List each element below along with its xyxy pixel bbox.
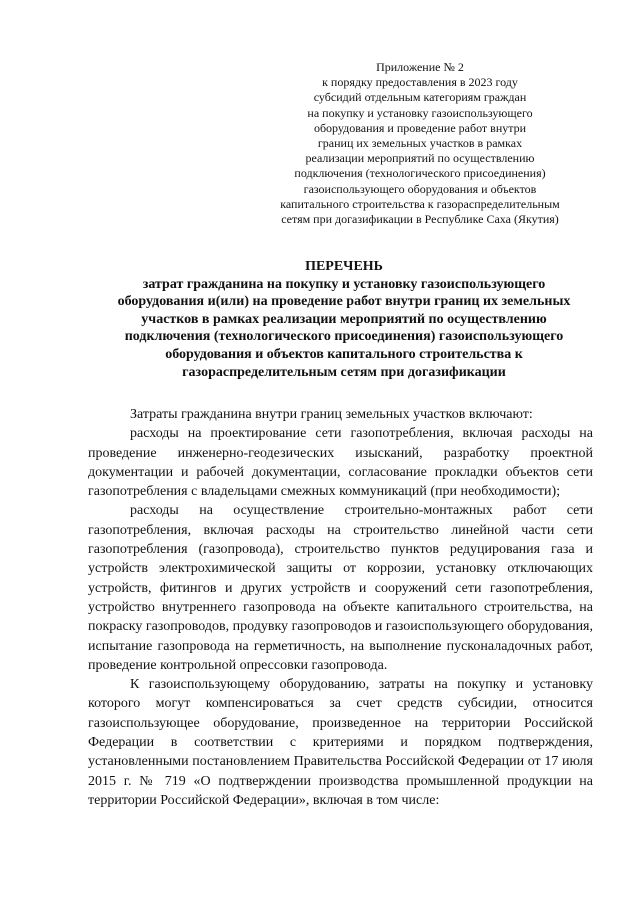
appendix-line: субсидий отдельным категориям граждан	[313, 90, 527, 105]
appendix-line: оборудования и проведение работ внутри	[313, 120, 527, 135]
title-line: подключения (технологического присоединения) газоиспользующего	[124, 329, 564, 345]
appendix-line: границ их земельных участков в рамках	[317, 136, 523, 151]
title-line: оборудования и(или) на проведение работ внутри границ их земельных	[117, 294, 571, 310]
body-paragraph: Затраты гражданина внутри границ земельных участков включают:	[130, 407, 533, 422]
appendix-line: капитального строительства к газораспределительным	[280, 196, 560, 211]
appendix-line: Приложение № 2	[376, 60, 464, 74]
title-line: оборудования и объектов капитального строительства к	[165, 346, 523, 362]
appendix-line: на покупку и установку газоиспользующего	[307, 105, 533, 120]
body-paragraph: расходы на проектирование сети газопотребления, включая расходы на проведение инженерно-геодезических изысканий, разработку проектной документации и рабочей документации, согласование прокладки объектов сети газопотребления с владельцами смежных коммуникаций (при необходимости);	[88, 426, 593, 500]
appendix-line: реализации мероприятий по осуществлению	[305, 151, 535, 166]
appendix-line: газоиспользующего оборудования и объектов	[303, 181, 537, 196]
document-title	[84, 258, 604, 381]
title-line: газораспределительным сетям при догазификации	[182, 364, 506, 380]
document-body	[88, 405, 593, 810]
appendix-note	[250, 60, 590, 227]
appendix-line: к порядку предоставления в 2023 году	[322, 75, 518, 90]
title-line: участков в рамках реализации мероприятий по осуществлению	[141, 311, 547, 327]
title-heading: ПЕРЕЧЕНЬ	[305, 259, 383, 274]
body-paragraph: К газоиспользующему оборудованию, затраты на покупку и установку которого могут компенсироваться за счет средств субсидии, относится газоиспользующее оборудование, произведенное на территории Российской Федерации в соответствии с критериями и порядком подтверждения, установленными постановлением Правительства Российской Федерации от 17 июля 2015 г. № 719 «О подтверждении производства промышленной продукции на территории Российской Федерации», включая в том числе:	[88, 677, 593, 808]
title-line: затрат гражданина на покупку и установку газоиспользующего	[142, 276, 546, 292]
appendix-line: сетям при догазификации в Республике Саха (Якутия)	[281, 212, 559, 227]
appendix-line: подключения (технологического присоединения)	[294, 166, 546, 181]
body-paragraph: расходы на осуществление строительно-монтажных работ сети газопотребления, включая расходы на строительство линейной части сети газопотребления (газопровода), строительство пунктов редуцирования газа и устройств электрохимической защиты от коррозии, установку отключающих устройств, фитингов и других устройств и сооружений сети газопотребления, устройство внутреннего газопровода на объекте капитального строительства, на покраску газопроводов, продувку газопроводов и газоиспользующего оборудования, испытание газопровода на герметичность, на выполнение пусконаладочных работ, проведение контрольной опрессовки газопровода.	[88, 503, 593, 673]
